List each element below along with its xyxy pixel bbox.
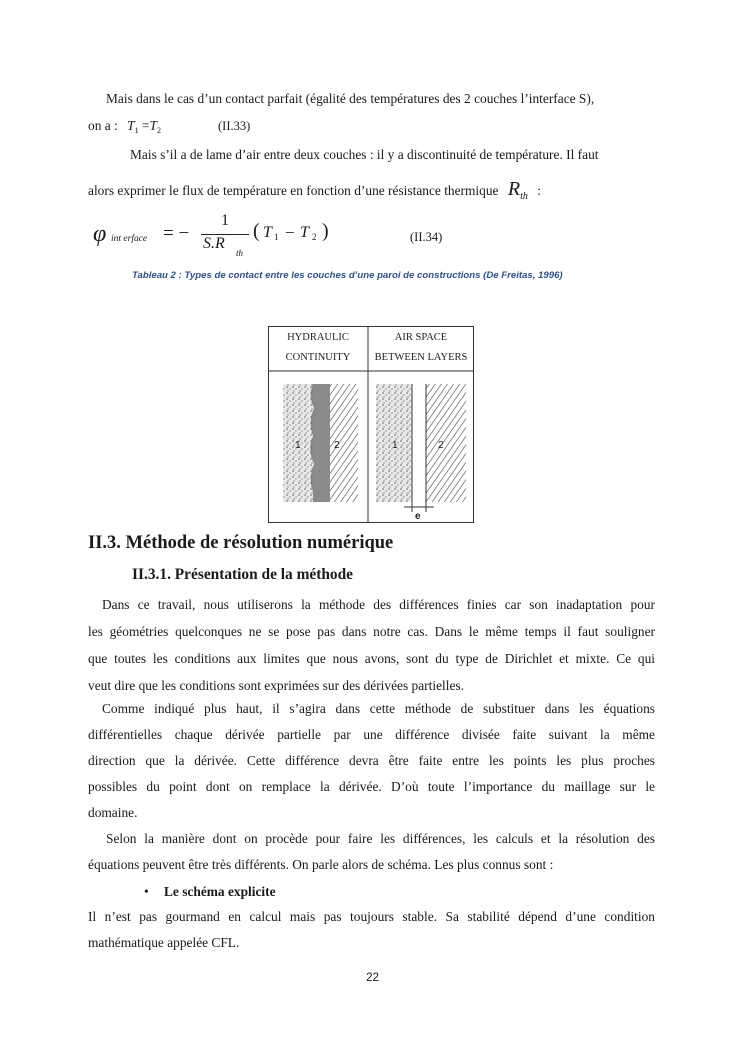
paren-minus: − — [285, 223, 295, 242]
left-label-2: 2 — [334, 440, 340, 451]
right-label-1: 1 — [392, 440, 398, 451]
rth-symbol — [508, 178, 528, 200]
paragraph-explicit-line1: Il n’est pas gourmand en calcul mais pas toujours stable. Sa stabilité dépend d’une condition — [88, 909, 655, 924]
paragraph-schemes-line1: Selon la manière dont on procède pour faire les différences, les calculs et la résolution des — [106, 831, 655, 846]
equals-minus: = − — [163, 223, 190, 244]
paren-sub2: 2 — [312, 232, 317, 242]
paragraph-air-text2: alors exprimer le flux de température en fonction d’une résistance thermique — [88, 183, 499, 198]
gap-label-e: e — [415, 511, 421, 522]
paragraph-air-line2 — [88, 176, 655, 210]
paren-T2: T — [300, 224, 309, 241]
table-caption: Tableau 2 : Types de contact entre les couches d’une paroi de constructions (De Freitas, 1996) — [132, 270, 563, 281]
fraction-numerator: 1 — [221, 212, 229, 229]
paragraph-contact-line2 — [88, 113, 655, 144]
layer2-right-panel — [426, 384, 466, 502]
fraction-denominator: S.R — [203, 235, 225, 252]
equation-label-II34: (II.34) — [410, 230, 443, 244]
paragraph-explicit-line2: mathématique appelée CFL. — [88, 935, 240, 950]
paragraph-substitution-line4: possibles du point dont on remplace la dérivée. D’où toute l’importance du maillage sur le — [88, 779, 655, 794]
eq-sub1: 1 — [134, 126, 139, 135]
left-label-1: 1 — [295, 440, 301, 451]
phi-symbol: φ — [93, 221, 107, 247]
on-a-text: on a : — [88, 118, 118, 133]
paragraph-method-line2: les géométries quelconques ne se pose pas dans notre cas. Dans le même temps il faut souligner — [88, 624, 655, 639]
section-title: II.3. Méthode de résolution numérique — [88, 533, 394, 553]
phi-subscript: int erface — [111, 234, 148, 244]
paragraph-contact-line1 — [88, 86, 655, 112]
contact-figure — [268, 326, 474, 523]
equation-II34 — [93, 212, 573, 262]
eq-T2: T — [149, 118, 157, 133]
bullet-symbol: • — [144, 884, 149, 899]
col2-header-line2: BETWEEN LAYERS — [374, 352, 468, 363]
paragraph-method-line3: que toutes les conditions aux limites que nous avons, sont du type de Dirichlet et mixte. Ce qui — [88, 651, 655, 666]
paragraph-substitution-line5: domaine. — [88, 805, 138, 820]
close-paren: ) — [322, 220, 329, 242]
paragraph-contact-text: Mais dans le cas d’un contact parfait (égalité des températures des 2 couches l’interface S), — [106, 91, 595, 106]
fraction-denominator-sub: th — [236, 248, 244, 258]
paragraph-method-line4: veut dire que les conditions sont exprimées sur des dérivées partielles. — [88, 678, 464, 693]
col1-header-line1: HYDRAULIC — [287, 332, 349, 343]
interface-zone — [310, 384, 330, 502]
paragraph-substitution-line1: Comme indiqué plus haut, il s’agira dans cette méthode de substituer dans les équations — [102, 701, 655, 716]
paragraph-method-line1: Dans ce travail, nous utiliserons la méthode des différences finies car son inadaptation pour — [102, 597, 655, 612]
equation-label-II33: (II.33) — [218, 119, 251, 133]
subsection-title: II.3.1. Présentation de la méthode — [132, 566, 354, 583]
bullet-label: Le schéma explicite — [164, 884, 276, 899]
page-number: 22 — [366, 972, 379, 984]
rth-R: R — [507, 178, 521, 200]
colon: : — [537, 183, 541, 198]
paren-T1: T — [263, 224, 272, 241]
equation-II33 — [127, 118, 161, 133]
paren-sub1: 1 — [274, 232, 279, 242]
eq-equals: = — [141, 118, 150, 133]
eq-T1: T — [127, 118, 135, 133]
col2-header-line1: AIR SPACE — [394, 332, 448, 343]
right-label-2: 2 — [438, 440, 444, 451]
eq-sub2: 2 — [156, 126, 161, 135]
paragraph-air-text1: Mais s’il a de lame d’air entre deux couches : il y a discontinuité de température. Il faut — [130, 147, 599, 162]
col1-header-line2: CONTINUITY — [285, 352, 351, 363]
open-paren: ( — [253, 220, 260, 242]
paragraph-substitution-line2: différentielles chaque dérivée partielle par une différence divisée faite suivant la même — [88, 727, 655, 742]
rth-sub: th — [520, 191, 528, 202]
paragraph-air-line1 — [88, 142, 655, 168]
paragraph-schemes-line2: équations peuvent être très différents. On parle alors de schéma. Les plus connus sont : — [88, 857, 554, 872]
paragraph-substitution-line3: direction que la dérivée. Cette différence devra être faite entre les points les plus proches — [88, 753, 655, 768]
